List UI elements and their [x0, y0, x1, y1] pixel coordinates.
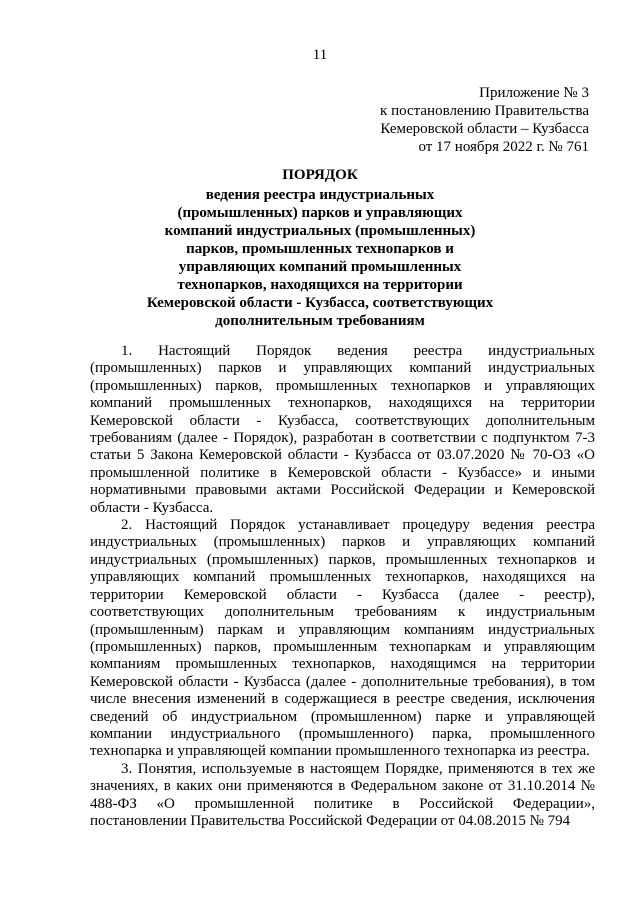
- title-line: технопарков, находящихся на территории: [177, 277, 463, 293]
- appendix-line: Приложение № 3: [479, 85, 589, 101]
- title-line: Кемеровской области - Кузбасса, соответствующих: [146, 295, 494, 311]
- title-line: (промышленных) парков и управляющих: [177, 205, 463, 221]
- title-line: дополнительным требованиям: [215, 313, 425, 329]
- paragraph-3: 3. Понятия, используемые в настоящем Порядке, применяются в тех же значениях, в каких они применяются в Федеральном законе от 31.10.2014 № 488-ФЗ «О промышленной политике в Российской Федерации», постановлении Правительства Российской Федерации от 04.08.2015 № 794: [90, 760, 595, 829]
- paragraph-1: 1. Настоящий Порядок ведения реестра индустриальных (промышленных) парков и управляющих компаний индустриальных (промышленных) парков, промышленных технопарков и управляющих компаний промышленных технопарков, находящихся на территории Кемеровской области - Кузбасса, соответствующих дополнительным требованиям (далее - Порядок), разработан в соответствии с подпунктом 7-3 статьи 5 Закона Кемеровской области - Кузбасса от 03.07.2020 № 70-ОЗ «О промышленной политике в Кемеровской области - Кузбассе» и иными нормативными правовыми актами Российской Федерации и Кемеровской области - Кузбасса.: [90, 343, 595, 516]
- page-number: 11: [312, 47, 328, 63]
- document-body: [90, 343, 595, 830]
- title-line: компаний индустриальных (промышленных): [164, 223, 476, 239]
- paragraph-2: 2. Настоящий Порядок устанавливает процедуру ведения реестра индустриальных (промышленных) парков и управляющих компаний индустриальных (промышленных) парков, промышленных технопарков и управляющих компаний промышленных технопарков, находящихся на территории Кемеровской области - Кузбасса (далее - реестр), соответствующих дополнительным требованиям к индустриальным (промышленным) паркам и управляющим компаниям индустриальных (промышленных) парков, промышленным технопаркам и управляющим компаниям промышленных технопарков, находящимся на территории Кемеровской области - Кузбасса (далее - дополнительные требования), в том числе внесения изменений в содержащиеся в реестре сведения, исключения сведений об индустриальном (промышленном) парке и управляющей компании индустриального (промышленного) парка, промышленного технопарка и управляющей компании промышленного технопарка из реестра.: [90, 517, 595, 760]
- title-line: управляющих компаний промышленных: [178, 259, 462, 275]
- title-line: ведения реестра индустриальных: [205, 187, 435, 203]
- title-main: ПОРЯДОК: [282, 167, 358, 183]
- appendix-line: от 17 ноября 2022 г. № 761: [418, 139, 589, 155]
- appendix-header: [380, 84, 589, 156]
- appendix-line: Кемеровской области – Кузбасса: [380, 121, 589, 137]
- appendix-line: к постановлению Правительства: [380, 103, 589, 119]
- document-title: [60, 166, 580, 330]
- title-line: парков, промышленных технопарков и: [186, 241, 454, 257]
